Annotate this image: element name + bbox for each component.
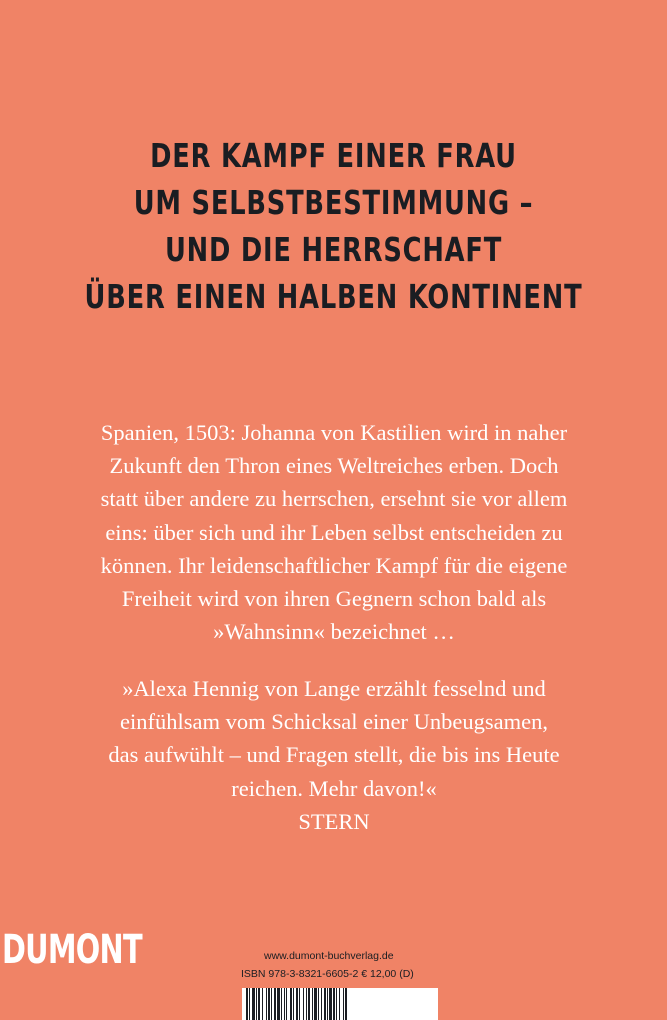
barcode-bar [271,988,272,1020]
barcode-bar [281,988,282,1020]
barcode-bar [296,988,298,1020]
barcode-bar [266,988,267,1020]
headline [73,132,593,320]
barcode-bar [324,988,326,1020]
blurb-line: Spanien, 1503: Johanna von Kastilien wird in naher [100,420,568,445]
barcode-bar [246,988,248,1020]
barcode-bar [290,988,292,1020]
quote-source: STERN [298,808,370,834]
blurb-line: Zukunft den Thron eines Weltreiches erben. Doch [109,453,559,479]
headline-line: DER KAMPF EINER FRAU [150,136,517,175]
barcode-bar [336,988,337,1020]
barcode-bar [262,988,263,1020]
barcode-bar [318,988,319,1020]
headline-line: UND DIE HERRSCHAFT [164,230,503,269]
barcode-bar [258,988,260,1020]
barcode-bar [274,988,276,1020]
barcode-bar [252,988,255,1020]
barcode-bar [299,988,300,1020]
quote-line: das aufwühlt – und Fragen stellt, die bis ins Heute [108,742,560,768]
barcode-bar [329,988,332,1020]
barcode-bar [306,988,307,1020]
barcode-bar [249,988,250,1020]
headline-line: ÜBER EINEN HALBEN KONTINENT [84,277,583,316]
quote-line: einfühlsam vom Schicksal einer Unbeugsamen, [119,709,549,735]
isbn-block [236,948,440,1020]
barcode-bar [327,988,328,1020]
blurb-text [88,416,580,648]
headline-line: UM SELBSTBESTIMMUNG – [133,183,534,222]
barcode-bar [293,988,294,1020]
barcode-graphic [242,988,438,1020]
barcode [242,988,438,1020]
review-quote [88,672,580,838]
publisher-url: www.dumont-buchverlag.de [264,950,394,962]
barcode-bar [312,988,313,1020]
barcode-bar [333,988,335,1020]
barcode-bar [345,988,347,1020]
quote-line: reichen. Mehr davon!« [231,775,437,801]
barcode-bar [256,988,257,1020]
barcode-bar [268,988,270,1020]
publisher-logo [0,928,164,972]
barcode-bar [284,988,285,1020]
blurb-line: können. Ihr leidenschaftlicher Kampf für die eigene [100,552,568,578]
barcode-bar [314,988,317,1020]
barcode-bar [343,988,344,1020]
barcode-bar [277,988,280,1020]
barcode-bar [339,988,340,1020]
blurb-line: »Wahnsinn« bezeichnet … [213,619,455,645]
blurb-line: Freiheit wird von ihren Gegnern schon bald als [121,586,547,612]
barcode-bar [303,988,304,1020]
barcode-bar [286,988,287,1020]
blurb-line: statt über andere zu herrschen, ersehnt sie vor allem [100,486,568,512]
barcode-bar [321,988,322,1020]
quote-line: »Alexa Hennig von Lange erzählt fesselnd und [122,676,546,701]
barcode-bar [308,988,310,1020]
isbn-price: ISBN 978-3-8321-6605-2 € 12,00 (D) [241,968,414,980]
logo-text: DUMONT [2,927,142,973]
blurb-line: eins: über sich und ihr Leben selbst entscheiden zu [105,519,563,545]
